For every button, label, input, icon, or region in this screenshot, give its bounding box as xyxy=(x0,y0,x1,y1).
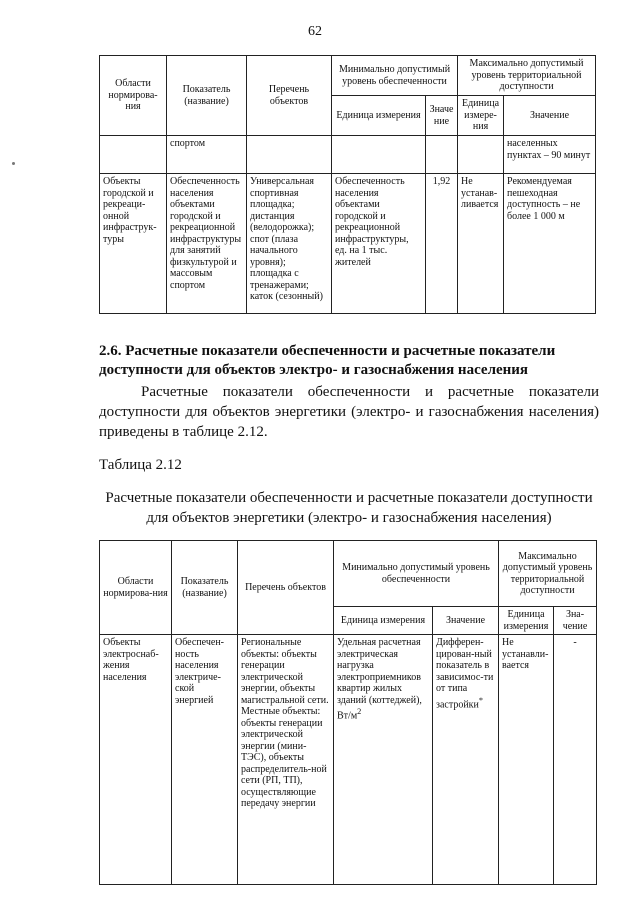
page-number: 62 xyxy=(308,24,322,39)
cell-min-unit xyxy=(334,635,433,885)
header-area: Области нормирова-ния xyxy=(100,541,172,635)
cell-indicator: Обеспеченность населения объектами городской и рекреационной инфраструктуры для занятий физкультурой и массовым спортом xyxy=(167,174,247,314)
cell-indicator: Обеспечен-ность населения электриче-ской энергией xyxy=(172,635,238,885)
header-min-value: Значе ние xyxy=(426,96,458,136)
header-max-access: Максимально допустимый уровень территориальной доступности xyxy=(499,541,597,607)
cell-objects: Региональные объекты: объекты генерации электрической энергии, объекты магистральной сети. Местные объекты: объекты генерации электрической энергии (мини-ТЭС), объекты распределитель-ной сети (РП, ТП), осуществляющие передачу энергии xyxy=(238,635,334,885)
table-row xyxy=(100,174,596,314)
cell-min-unit-text: Удельная расчетная электрическая нагрузка электроприемников квартир жилых зданий (коттеджей), Вт/м xyxy=(337,637,422,722)
table-caption: Расчетные показатели обеспеченности и расчетные показатели доступности для объектов энергетики (электро- и газоснабжения населения) xyxy=(105,490,593,526)
header-max-value: Значение xyxy=(504,96,596,136)
header-max-unit: Единица измерения xyxy=(499,607,554,635)
table-continuation xyxy=(99,55,596,314)
cell-objects: Универсальная спортивная площадка; дистанция (велодорожка); спот (плаза начального уровня); площадка с тренажерами; каток (сезонный) xyxy=(247,174,332,314)
header-objects: Перечень объектов xyxy=(238,541,334,635)
cell-max-unit: Не устанав-ливается xyxy=(458,174,504,314)
cell-area: Объекты электроснаб-жения населения xyxy=(100,635,172,885)
header-min-unit: Единица измерения xyxy=(334,607,433,635)
table-label: Таблица 2.12 xyxy=(99,457,182,473)
body-paragraph: Расчетные показатели обеспеченности и расчетные показатели доступности для объектов энергетики (электро- и газоснабжения населения) приведены в таблице 2.12. xyxy=(99,384,599,440)
header-min-level: Минимально допустимый уровень обеспеченности xyxy=(332,56,458,96)
cell-min-value xyxy=(433,635,499,885)
superscript: 2 xyxy=(357,707,362,716)
footnote-mark: * xyxy=(478,695,484,705)
cell-min-value: 1,92 xyxy=(426,174,458,314)
header-max-unit: Единица измере-ния xyxy=(458,96,504,136)
header-min-level: Минимально допустимый уровень обеспеченности xyxy=(334,541,499,607)
cell-max-value: - xyxy=(554,635,597,885)
scan-speck xyxy=(12,162,15,165)
header-max-access: Максимально допустимый уровень территориальной доступности xyxy=(458,56,596,96)
header-area: Области нормирова-ния xyxy=(100,56,167,136)
header-objects: Перечень объектов xyxy=(247,56,332,136)
header-indicator: Показатель (название) xyxy=(167,56,247,136)
header-min-unit: Единица измерения xyxy=(332,96,426,136)
header-min-value: Значение xyxy=(433,607,499,635)
table-row xyxy=(100,136,596,174)
header-max-value: Зна-чение xyxy=(554,607,597,635)
cell-max-value: населенных пунктах – 90 минут xyxy=(504,136,596,174)
cell-indicator: спортом xyxy=(167,136,247,174)
cell-min-value-text: Дифферен-цирован-ный показатель в зависимос-ти от типа застройки xyxy=(436,637,494,710)
cell-area: Объекты городской и рекреаци-онной инфраструк-туры xyxy=(100,174,167,314)
table-2-12 xyxy=(99,540,597,885)
cell-min-unit: Обеспеченность населения объектами городской и рекреационной инфраструктуры, ед. на 1 тыс. жителей xyxy=(332,174,426,314)
table-row xyxy=(100,635,597,885)
section-title: 2.6. Расчетные показатели обеспеченности и расчетные показатели доступности для объектов электро- и газоснабжения населения xyxy=(99,343,556,378)
cell-max-value: Рекомендуемая пешеходная доступность – не более 1 000 м xyxy=(504,174,596,314)
header-indicator: Показатель (название) xyxy=(172,541,238,635)
cell-max-unit: Не устанавли-вается xyxy=(499,635,554,885)
